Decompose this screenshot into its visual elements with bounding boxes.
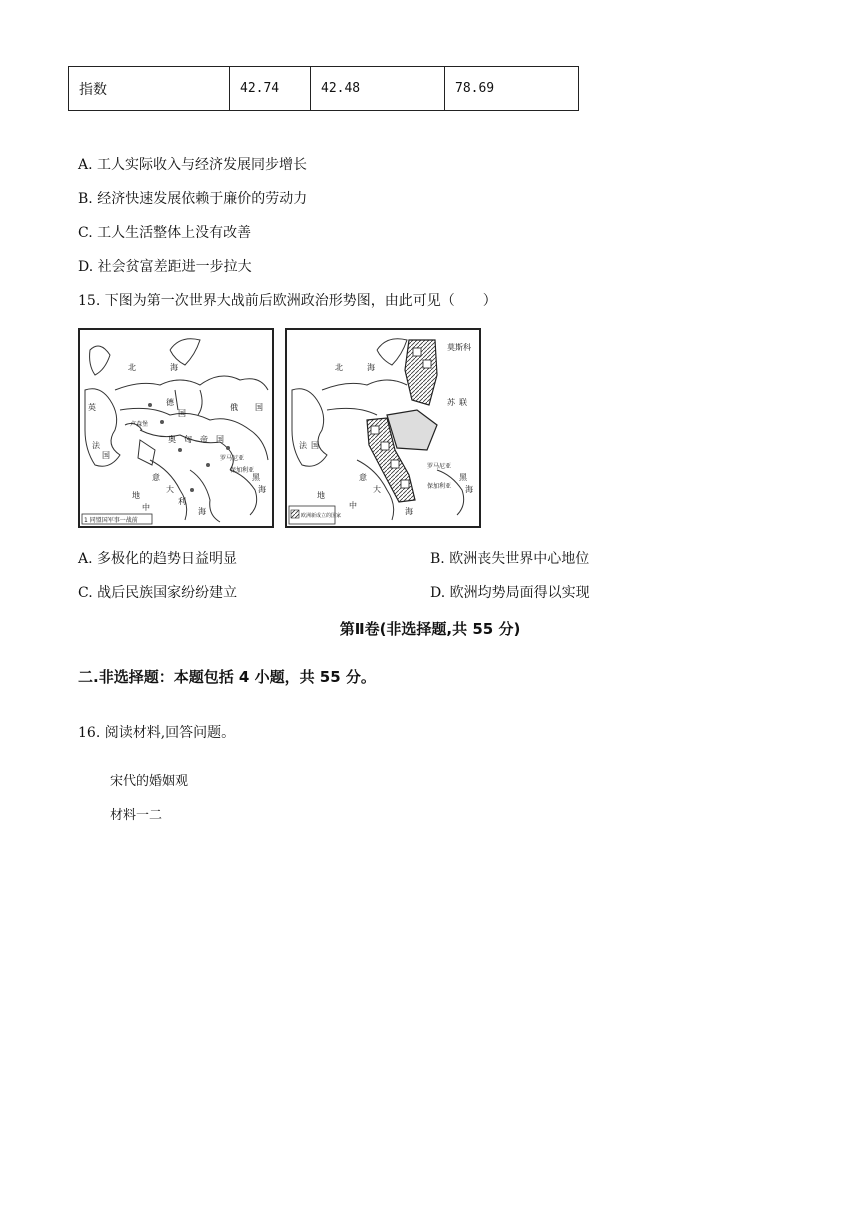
table-cell: 78.69 [445, 67, 579, 111]
map-label: 莫斯科 [447, 343, 471, 352]
map-label: 匈 [184, 435, 192, 444]
map-label: 中 [349, 501, 357, 510]
map-label: 法 [299, 441, 307, 450]
map-before-ww1 [78, 328, 274, 528]
map-label: 海 [465, 485, 473, 494]
q14-option-c: C. 工人生活整体上没有改善 [78, 225, 252, 241]
map-label: 意 [359, 473, 367, 482]
section-title: 第Ⅱ卷(非选择题,共 55 分) [339, 620, 521, 638]
map-label: 利 [178, 497, 186, 506]
map-label: 大 [373, 485, 381, 494]
map-label: 海 [170, 363, 178, 372]
q16-subtitle: 宋代的婚姻观 [110, 774, 189, 789]
q16-stem: 16. 阅读材料,回答问题。 [78, 725, 236, 741]
map-label: 中 [142, 503, 150, 512]
map-label: 北 [128, 363, 136, 372]
map-label: 地 [317, 491, 325, 500]
map-label: 法 [92, 441, 100, 450]
q15-option-a: A. 多极化的趋势日益明显 [78, 551, 238, 567]
map-label: 国 [216, 435, 224, 444]
map-label: 俄 [230, 403, 238, 412]
map-label: 罗马尼亚 [427, 463, 452, 470]
part2-heading: 二.非选择题：本题包括 4 小题，共 55 分。 [78, 668, 376, 686]
q15-option-c: C. 战后民族国家纷纷建立 [78, 585, 238, 601]
q16-material: 材料一二 [110, 808, 163, 823]
q14-option-d: D. 社会贫富差距进一步拉大 [78, 259, 252, 275]
map-label: 英 [88, 403, 96, 412]
map-label: 联 [459, 398, 467, 407]
table-row [69, 67, 579, 111]
map-label: 地 [132, 491, 140, 500]
map-label: 海 [258, 485, 266, 494]
map-label: 海 [367, 363, 375, 372]
map-label: 黑 [252, 473, 260, 482]
map-label: 海 [198, 507, 206, 516]
map-label: 国 [102, 451, 110, 460]
map-after-ww1 [285, 328, 481, 528]
table-cell: 42.74 [230, 67, 311, 111]
map-label: 北 [335, 363, 343, 372]
map-label: 帝 [200, 435, 208, 444]
q14-option-b: B. 经济快速发展依赖于廉价的劳动力 [78, 191, 308, 207]
map-label: 罗马尼亚 [220, 455, 245, 462]
map-label: 国 [178, 409, 186, 418]
map-label: 意 [152, 473, 160, 482]
q15-option-b: B. 欧洲丧失世界中心地位 [430, 551, 590, 567]
map-label: 保加利亚 [427, 483, 452, 490]
map-label: 国 [255, 403, 263, 412]
map-label: 卢森堡 [130, 421, 149, 428]
q15-stem: 15. 下图为第一次世界大战前后欧洲政治形势图，由此可见（ ） [78, 293, 497, 309]
map-label: 大 [166, 485, 174, 494]
map-label: 国 [311, 441, 319, 450]
map-caption: 1 同盟国军事一战前 [84, 517, 138, 524]
map-label: 苏 [447, 398, 455, 407]
index-table [68, 66, 579, 111]
table-row-label: 指数 [69, 67, 230, 111]
map-label: 德 [166, 398, 174, 407]
table-cell: 42.48 [311, 67, 445, 111]
map-label: 奥 [168, 435, 176, 444]
map-label: 黑 [459, 473, 467, 482]
map-label: 海 [405, 507, 413, 516]
q14-option-a: A. 工人实际收入与经济发展同步增长 [78, 157, 308, 173]
map-caption: 欧洲新成立的国家 [301, 513, 342, 519]
map-label: 保加利亚 [230, 467, 255, 474]
q15-option-d: D. 欧洲均势局面得以实现 [430, 585, 590, 601]
